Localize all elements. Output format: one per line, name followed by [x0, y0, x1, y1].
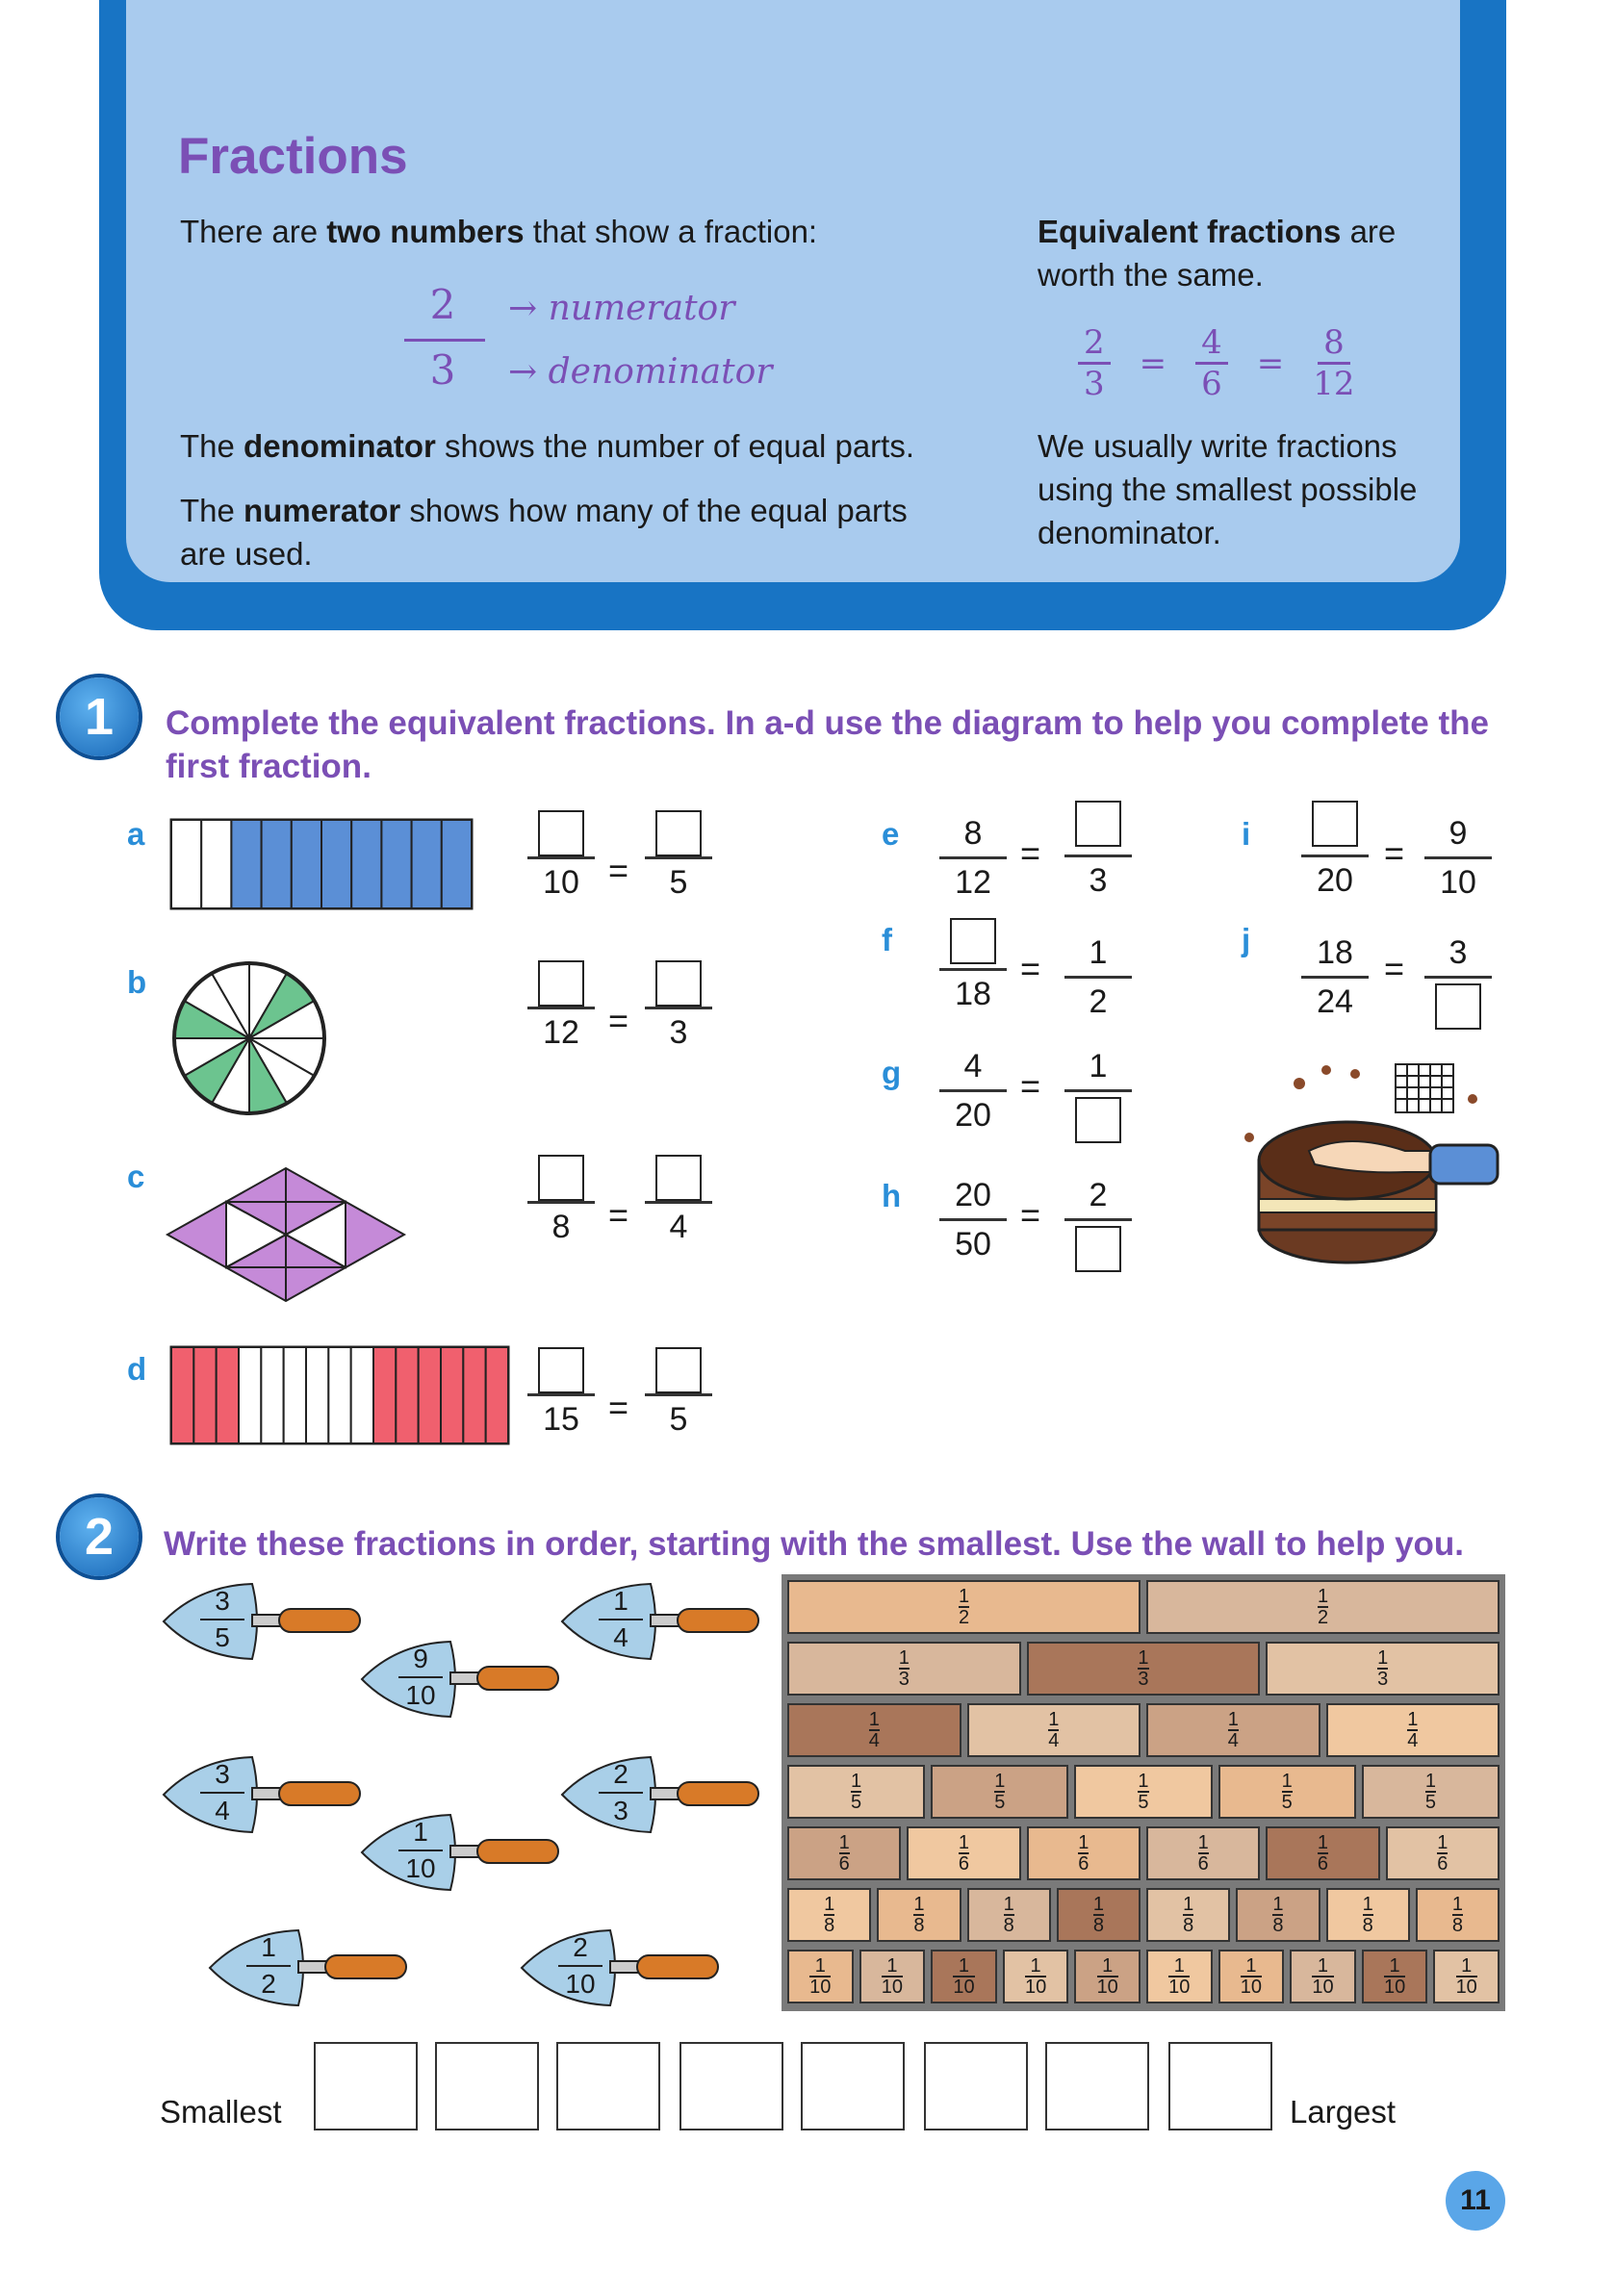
example-denominator: 3 [429, 346, 456, 394]
trowel-icon [518, 1925, 720, 2011]
bar-d-segment [193, 1347, 216, 1443]
brick-denominator: 5 [851, 1792, 862, 1813]
answer-box[interactable] [538, 1347, 584, 1393]
wall-brick [1290, 1950, 1356, 2003]
wall-brick [1146, 1580, 1500, 1634]
wall-brick [1074, 1765, 1212, 1819]
brick-denominator: 10 [1312, 1977, 1334, 1998]
fraction-wall [782, 1574, 1505, 2011]
bar-a-segment [292, 820, 321, 908]
brick-numerator: 1 [882, 1956, 903, 1977]
brick-numerator: 1 [1377, 1647, 1389, 1669]
page-title: Fractions [178, 128, 408, 185]
equals-sign: = [608, 1388, 629, 1427]
equals-sign: = [1020, 949, 1041, 988]
wall-brick [859, 1950, 926, 2003]
equals-sign: = [608, 1001, 629, 1040]
item-label-d: d [127, 1351, 147, 1387]
wall-brick [1362, 1765, 1500, 1819]
brick-numerator: 1 [898, 1647, 910, 1669]
brick-numerator: 1 [1003, 1894, 1014, 1915]
brick-denominator: 8 [1092, 1915, 1104, 1936]
rhombus-diagram-c [164, 1164, 408, 1305]
fraction-f-2: $\frac{1}{2}$ [1064, 930, 1132, 1025]
fraction-a-2: 5 [645, 810, 712, 906]
bar-d-segment [351, 1347, 373, 1443]
trowel-numerator: 1 [398, 1815, 443, 1851]
wall-brick [1326, 1703, 1500, 1757]
brick-denominator: 10 [953, 1977, 975, 1998]
brick-denominator: 8 [824, 1915, 835, 1936]
bar-diagram-d [169, 1345, 510, 1445]
eq-fraction: $\frac{2}{3}$ [1078, 323, 1111, 403]
wall-brick [1003, 1950, 1069, 2003]
brick-denominator: 5 [1138, 1792, 1149, 1813]
trowel-numerator: 2 [599, 1757, 643, 1794]
question-1-badge: 1 [60, 677, 139, 756]
answer-box[interactable] [655, 1155, 702, 1201]
wall-brick [1218, 1950, 1285, 2003]
answer-box[interactable] [538, 810, 584, 856]
item-label-e: e [882, 816, 900, 852]
brick-numerator: 1 [868, 1709, 880, 1730]
equals-sign: = [1020, 1195, 1041, 1235]
bar-a-segment [231, 820, 261, 908]
wall-brick [1416, 1888, 1500, 1942]
brick-numerator: 1 [1241, 1956, 1262, 1977]
answer-box[interactable] [538, 960, 584, 1007]
trowel-denominator: 4 [215, 1796, 230, 1825]
trowel-numerator: 2 [558, 1930, 602, 1967]
wall-brick [1266, 1826, 1379, 1880]
brick-denominator: 3 [1377, 1669, 1389, 1690]
equivalent-definition: Equivalent fractions are worth the same. [1038, 214, 1397, 293]
brick-denominator: 8 [913, 1915, 925, 1936]
equals-sign: = [1020, 833, 1041, 873]
brick-denominator: 10 [881, 1977, 904, 1998]
brick-numerator: 1 [809, 1956, 831, 1977]
wall-brick [1027, 1642, 1261, 1696]
bar-diagram-a [169, 818, 474, 910]
brick-numerator: 1 [1048, 1709, 1060, 1730]
trowel-icon [206, 1925, 408, 2011]
brick-denominator: 3 [898, 1669, 910, 1690]
fraction-e-2: 3 [1064, 793, 1132, 904]
brick-denominator: 6 [1317, 1853, 1329, 1875]
bar-d-segment [284, 1347, 306, 1443]
fraction-b-2: 3 [645, 960, 712, 1056]
wall-brick [1146, 1950, 1213, 2003]
brick-denominator: 2 [958, 1607, 970, 1628]
wall-brick [787, 1642, 1021, 1696]
item-label-j: j [1242, 922, 1251, 957]
eq-fraction: $\frac{4}{6}$ [1195, 323, 1228, 403]
example-numerator: 2 [429, 281, 456, 328]
brick-numerator: 1 [1384, 1956, 1405, 1977]
trowel-denominator: 5 [215, 1622, 230, 1652]
equals-sign: = [1139, 344, 1167, 383]
fraction-j-1: $\frac{18}{24}$ [1301, 930, 1369, 1025]
answer-box[interactable] [655, 810, 702, 856]
trowel-fraction [558, 1578, 760, 1670]
brick-numerator: 1 [838, 1832, 850, 1853]
example-fraction-bar [404, 339, 485, 342]
fraction-b-1: 12 [527, 960, 595, 1056]
trowel-icon [358, 1809, 560, 1896]
bar-a-segment [442, 820, 472, 908]
brick-numerator: 1 [824, 1894, 835, 1915]
brick-numerator: 1 [851, 1771, 862, 1792]
fraction-c-1: 8 [527, 1155, 595, 1250]
brick-numerator: 1 [1317, 1586, 1329, 1607]
wall-brick [787, 1765, 925, 1819]
brick-numerator: 1 [1097, 1956, 1118, 1977]
brick-numerator: 1 [1025, 1956, 1046, 1977]
bar-d-segment [396, 1347, 418, 1443]
question-2-text: Write these fractions in order, starting with the smallest. Use the wall to help you. [164, 1525, 1465, 1563]
bar-a-segment [171, 820, 201, 908]
bar-d-segment [171, 1347, 193, 1443]
equals-sign: = [608, 851, 629, 890]
brick-numerator: 1 [1197, 1832, 1209, 1853]
order-answer-box[interactable] [924, 2042, 1028, 2130]
answer-box[interactable] [1075, 1097, 1121, 1143]
trowel-numerator: 3 [200, 1757, 244, 1794]
brick-numerator: 1 [1183, 1894, 1194, 1915]
brick-denominator: 10 [1096, 1977, 1118, 1998]
question-1-text: Complete the equivalent fractions. In a-d use the diagram to help you complete the first fraction. [166, 704, 1489, 785]
answer-box[interactable] [655, 1347, 702, 1393]
smallest-label: Smallest [160, 2094, 282, 2130]
brick-numerator: 1 [1078, 1832, 1089, 1853]
item-label-h: h [882, 1178, 902, 1213]
brick-numerator: 1 [1092, 1894, 1104, 1915]
equals-sign: = [1384, 833, 1405, 873]
equivalent-example [1078, 323, 1355, 403]
order-answer-box[interactable] [1168, 2042, 1272, 2130]
brick-numerator: 1 [1362, 1894, 1373, 1915]
wall-brick [907, 1826, 1020, 1880]
wall-brick [931, 1765, 1068, 1819]
wall-brick [1218, 1765, 1356, 1819]
wall-brick [787, 1826, 901, 1880]
item-label-g: g [882, 1055, 902, 1090]
wall-brick [1057, 1888, 1141, 1942]
wall-brick [787, 1703, 961, 1757]
eq-fraction: $\frac{8}{12}$ [1313, 323, 1355, 403]
wall-brick [967, 1703, 1141, 1757]
wall-brick [967, 1888, 1051, 1942]
wall-brick [1433, 1950, 1500, 2003]
item-label-c: c [127, 1159, 145, 1194]
wall-brick [1266, 1642, 1500, 1696]
largest-label: Largest [1290, 2094, 1397, 2130]
trowel-denominator: 10 [405, 1680, 436, 1710]
fraction-d-1: 15 [527, 1347, 595, 1442]
equals-sign: = [1256, 344, 1285, 383]
equals-sign: = [608, 1195, 629, 1235]
trowel-fraction [206, 1925, 408, 2016]
trowel-fraction [160, 1751, 362, 1843]
trowel-icon [358, 1636, 560, 1722]
bar-d-segment [261, 1347, 283, 1443]
brick-numerator: 1 [1281, 1771, 1293, 1792]
answer-box[interactable] [1312, 801, 1358, 847]
brick-denominator: 6 [1078, 1853, 1089, 1875]
item-label-f: f [882, 922, 892, 957]
item-label-a: a [127, 816, 145, 852]
fraction-d-2: 5 [645, 1347, 712, 1442]
fraction-g-1: $\frac{4}{20}$ [939, 1043, 1007, 1138]
fraction-h-2: 2 [1064, 1172, 1132, 1277]
trowel-fraction [358, 1809, 560, 1901]
brick-denominator: 4 [868, 1730, 880, 1751]
brick-numerator: 1 [958, 1586, 970, 1607]
brick-denominator: 4 [1407, 1730, 1419, 1751]
bar-d-segment [373, 1347, 396, 1443]
bar-d-segment [419, 1347, 441, 1443]
denominator-explanation: The denominator shows the number of equal parts. [180, 428, 915, 464]
brick-denominator: 5 [1281, 1792, 1293, 1813]
brick-denominator: 6 [1437, 1853, 1448, 1875]
wall-brick [787, 1888, 871, 1942]
bar-a-segment [262, 820, 292, 908]
wall-brick [1362, 1950, 1428, 2003]
trowel-denominator: 2 [261, 1969, 276, 1999]
denominator-label: → denominator [508, 352, 773, 392]
bar-a-segment [351, 820, 381, 908]
trowel-denominator: 10 [565, 1969, 596, 1999]
brick-numerator: 1 [1138, 1647, 1149, 1669]
item-label-b: b [127, 964, 147, 1000]
bar-a-segment [201, 820, 231, 908]
fraction-j-2: 3 [1424, 930, 1492, 1034]
wall-brick [1326, 1888, 1410, 1942]
brick-numerator: 1 [1227, 1709, 1239, 1730]
numerator-label: → numerator [508, 289, 735, 328]
wall-brick [1146, 1826, 1260, 1880]
bar-d-segment [217, 1347, 239, 1443]
bar-d-segment [306, 1347, 328, 1443]
brick-denominator: 8 [1272, 1915, 1284, 1936]
brick-numerator: 1 [1424, 1771, 1436, 1792]
brick-denominator: 6 [958, 1853, 970, 1875]
trowel-fraction [518, 1925, 720, 2016]
answer-box[interactable] [538, 1155, 584, 1201]
fraction-h-1: $\frac{20}{50}$ [939, 1172, 1007, 1267]
numerator-explanation: The numerator shows how many of the equal parts are used. [180, 493, 908, 572]
trowel-numerator: 9 [398, 1642, 443, 1678]
brick-numerator: 1 [1451, 1894, 1463, 1915]
wall-brick [1236, 1888, 1320, 1942]
order-answer-box[interactable] [801, 2042, 905, 2130]
brick-denominator: 5 [994, 1792, 1006, 1813]
page-number: 11 [1446, 2171, 1505, 2231]
wall-brick [1027, 1826, 1141, 1880]
brick-denominator: 10 [1455, 1977, 1477, 1998]
order-answer-box[interactable] [679, 2042, 783, 2130]
equals-sign: = [1020, 1066, 1041, 1106]
brick-numerator: 1 [913, 1894, 925, 1915]
answer-box[interactable] [1075, 1226, 1121, 1272]
brick-numerator: 1 [1437, 1832, 1448, 1853]
item-label-i: i [1242, 816, 1251, 852]
fraction-a-1: 10 [527, 810, 595, 906]
brick-denominator: 10 [809, 1977, 832, 1998]
cake-illustration [1242, 1045, 1507, 1278]
brick-denominator: 8 [1003, 1915, 1014, 1936]
trowel-icon [160, 1578, 362, 1665]
brick-denominator: 10 [1024, 1977, 1047, 1998]
intro-line-two-numbers: There are two numbers that show a fraction: [180, 214, 818, 249]
fraction-i-1: 20 [1301, 793, 1369, 904]
order-answer-box[interactable] [435, 2042, 539, 2130]
trowel-icon [558, 1751, 760, 1838]
bar-a-segment [321, 820, 351, 908]
equals-sign: = [1384, 949, 1405, 988]
trowel-fraction [160, 1578, 362, 1670]
fraction-g-2: 1 [1064, 1043, 1132, 1148]
brick-denominator: 6 [838, 1853, 850, 1875]
trowel-denominator: 10 [405, 1853, 436, 1883]
trowel-fraction [358, 1636, 560, 1727]
brick-numerator: 1 [1272, 1894, 1284, 1915]
bar-d-segment [441, 1347, 463, 1443]
trowel-denominator: 3 [613, 1796, 628, 1825]
brick-numerator: 1 [1407, 1709, 1419, 1730]
brick-denominator: 8 [1451, 1915, 1463, 1936]
answer-box[interactable] [950, 918, 996, 964]
brick-numerator: 1 [1317, 1832, 1329, 1853]
brick-numerator: 1 [1456, 1956, 1477, 1977]
bar-d-segment [239, 1347, 261, 1443]
wall-brick [1146, 1703, 1320, 1757]
brick-numerator: 1 [958, 1832, 970, 1853]
question-2-badge: 2 [60, 1497, 139, 1576]
brick-denominator: 10 [1240, 1977, 1263, 1998]
trowel-numerator: 1 [246, 1930, 291, 1967]
trowel-numerator: 1 [599, 1584, 643, 1620]
brick-numerator: 1 [1312, 1956, 1333, 1977]
trowel-icon [558, 1578, 760, 1665]
bar-d-segment [463, 1347, 485, 1443]
brick-denominator: 5 [1424, 1792, 1436, 1813]
brick-denominator: 6 [1197, 1853, 1209, 1875]
brick-numerator: 1 [953, 1956, 974, 1977]
wall-brick [1386, 1826, 1500, 1880]
brick-numerator: 1 [1138, 1771, 1149, 1792]
brick-denominator: 3 [1138, 1669, 1149, 1690]
brick-denominator: 2 [1317, 1607, 1329, 1628]
brick-numerator: 1 [994, 1771, 1006, 1792]
order-answer-box[interactable] [1045, 2042, 1149, 2130]
answer-box[interactable] [1075, 801, 1121, 847]
wall-brick [931, 1950, 997, 2003]
trowel-denominator: 4 [613, 1622, 628, 1652]
trowel-icon [160, 1751, 362, 1838]
brick-numerator: 1 [1168, 1956, 1190, 1977]
wall-brick [787, 1580, 1141, 1634]
brick-denominator: 10 [1383, 1977, 1406, 1998]
wall-brick [787, 1950, 854, 2003]
answer-box[interactable] [1435, 983, 1481, 1030]
smallest-denominator-note: We usually write fractions using the smallest possible denominator. [1038, 428, 1418, 550]
brick-denominator: 4 [1048, 1730, 1060, 1751]
order-answer-box[interactable] [314, 2042, 418, 2130]
order-answer-box[interactable] [556, 2042, 660, 2130]
bar-a-segment [412, 820, 442, 908]
fraction-f-1: 18 [939, 914, 1007, 1017]
bar-a-segment [381, 820, 411, 908]
brick-denominator: 10 [1168, 1977, 1191, 1998]
wall-brick [877, 1888, 961, 1942]
brick-denominator: 8 [1183, 1915, 1194, 1936]
fraction-e-1: $\frac{8}{12}$ [939, 810, 1007, 906]
fraction-c-2: 4 [645, 1155, 712, 1250]
bar-d-segment [486, 1347, 508, 1443]
trowel-fraction [558, 1751, 760, 1843]
trowel-numerator: 3 [200, 1584, 244, 1620]
brick-denominator: 4 [1227, 1730, 1239, 1751]
brick-denominator: 8 [1362, 1915, 1373, 1936]
circle-diagram-b [169, 958, 329, 1118]
answer-box[interactable] [655, 960, 702, 1007]
wall-brick [1146, 1888, 1230, 1942]
fraction-i-2: $\frac{9}{10}$ [1424, 810, 1492, 906]
wall-brick [1074, 1950, 1141, 2003]
bar-d-segment [328, 1347, 350, 1443]
